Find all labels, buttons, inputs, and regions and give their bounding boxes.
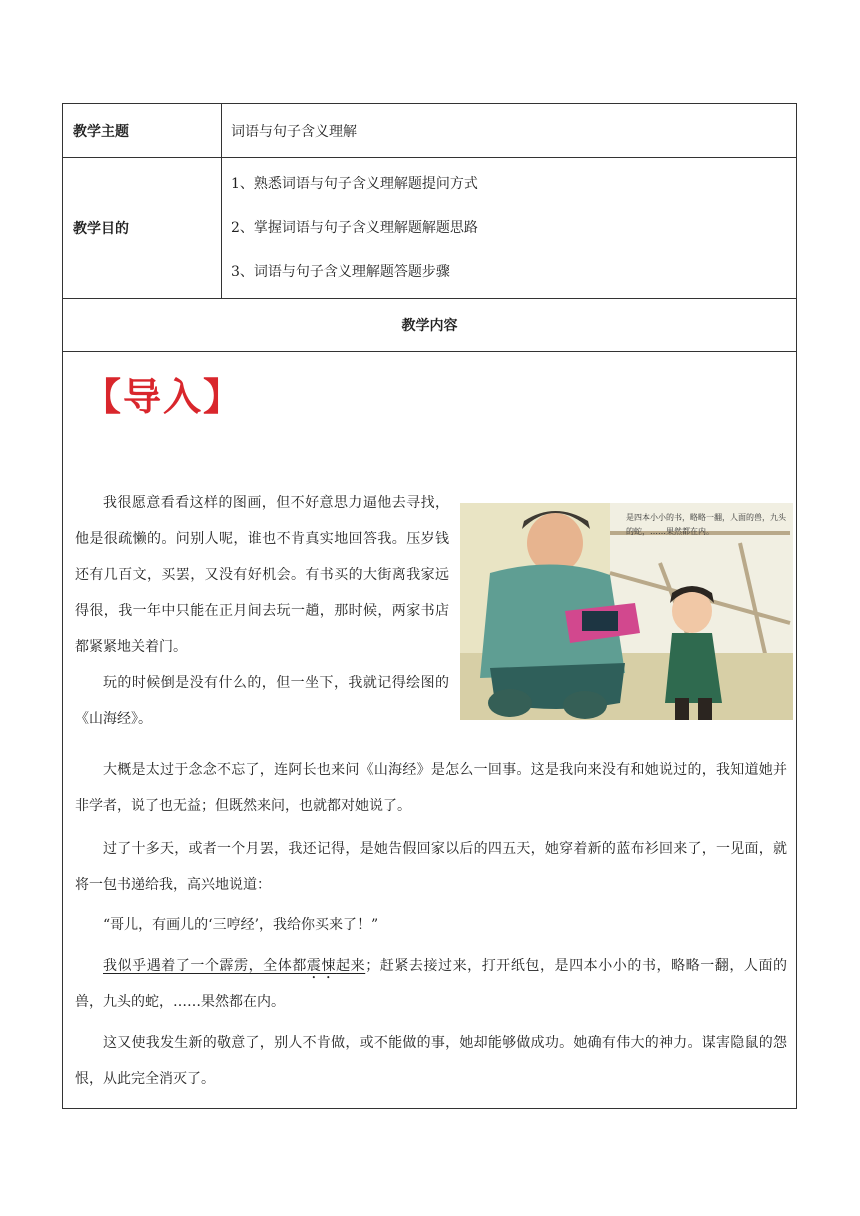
goals-label: 教学目的 — [63, 158, 222, 299]
paragraph: 我很愿意看看这样的图画，但不好意思力逼他去寻找，他是很疏懒的。问别人呢，谁也不肯真实地回答我。压岁钱还有几百文，买罢，又没有好机会。有书买的大街离我家远得很，我一年中只能在正月间去玩一趟，那时候，两家书店都紧紧地关着门。 — [75, 495, 449, 655]
intro-banner: 【导入】 — [83, 375, 244, 419]
theme-label: 教学主题 — [63, 104, 222, 158]
story-illustration — [460, 503, 793, 720]
emphasis-word: 震悚 — [306, 958, 337, 974]
underlined-sentence: 我似乎遇着了一个霹雳，全体都震悚起来 — [103, 958, 366, 974]
goals-row — [63, 158, 797, 299]
goal-item: 1、熟悉词语与句子含义理解题提问方式 — [231, 176, 478, 192]
content-header-row — [63, 299, 797, 352]
content-body — [63, 352, 797, 1109]
paragraph: 大概是太过于念念不忘了，连阿长也来问《山海经》是怎么一回事。这是我向来没有和她说过的，我知道她并非学者，说了也无益；但既然来问，也就都对她说了。 — [75, 762, 787, 814]
goal-list — [231, 162, 796, 294]
paragraph: 这又使我发生新的敬意了，别人不肯做，或不能做的事，她却能够做成功。她确有伟大的神力。谋害隐鼠的怨恨，从此完全消灭了。 — [75, 1035, 787, 1087]
content-header: 教学内容 — [63, 299, 797, 352]
goal-item: 3、词语与句子含义理解题答题步骤 — [231, 264, 450, 280]
paragraph: 玩的时候倒是没有什么的，但一坐下，我就记得绘图的《山海经》。 — [75, 675, 449, 727]
content-body-row — [63, 352, 797, 1109]
paragraph: “哥儿，有画儿的‘三哼经’，我给你买来了！” — [103, 917, 379, 933]
paragraph: 过了十多天，或者一个月罢，我还记得，是她告假回家以后的四五天，她穿着新的蓝布衫回来了，一见面，就将一包书递给我，高兴地说道： — [75, 841, 787, 893]
goal-item: 2、掌握词语与句子含义理解题解题思路 — [231, 220, 478, 236]
illustration-caption: 是四本小小的书，略略一翻，人面的兽，九头的蛇，……果然都在内。 — [626, 513, 786, 536]
goals-cell — [222, 158, 797, 299]
lesson-table — [62, 103, 797, 1109]
theme-value: 词语与句子含义理解 — [222, 104, 797, 158]
paragraph-underlined: 我似乎遇着了一个霹雳，全体都震悚起来；赶紧去接过来，打开纸包，是四本小小的书，略略一翻，人面的兽，九头的蛇，……果然都在内。 — [75, 958, 788, 1010]
theme-row — [63, 104, 797, 158]
